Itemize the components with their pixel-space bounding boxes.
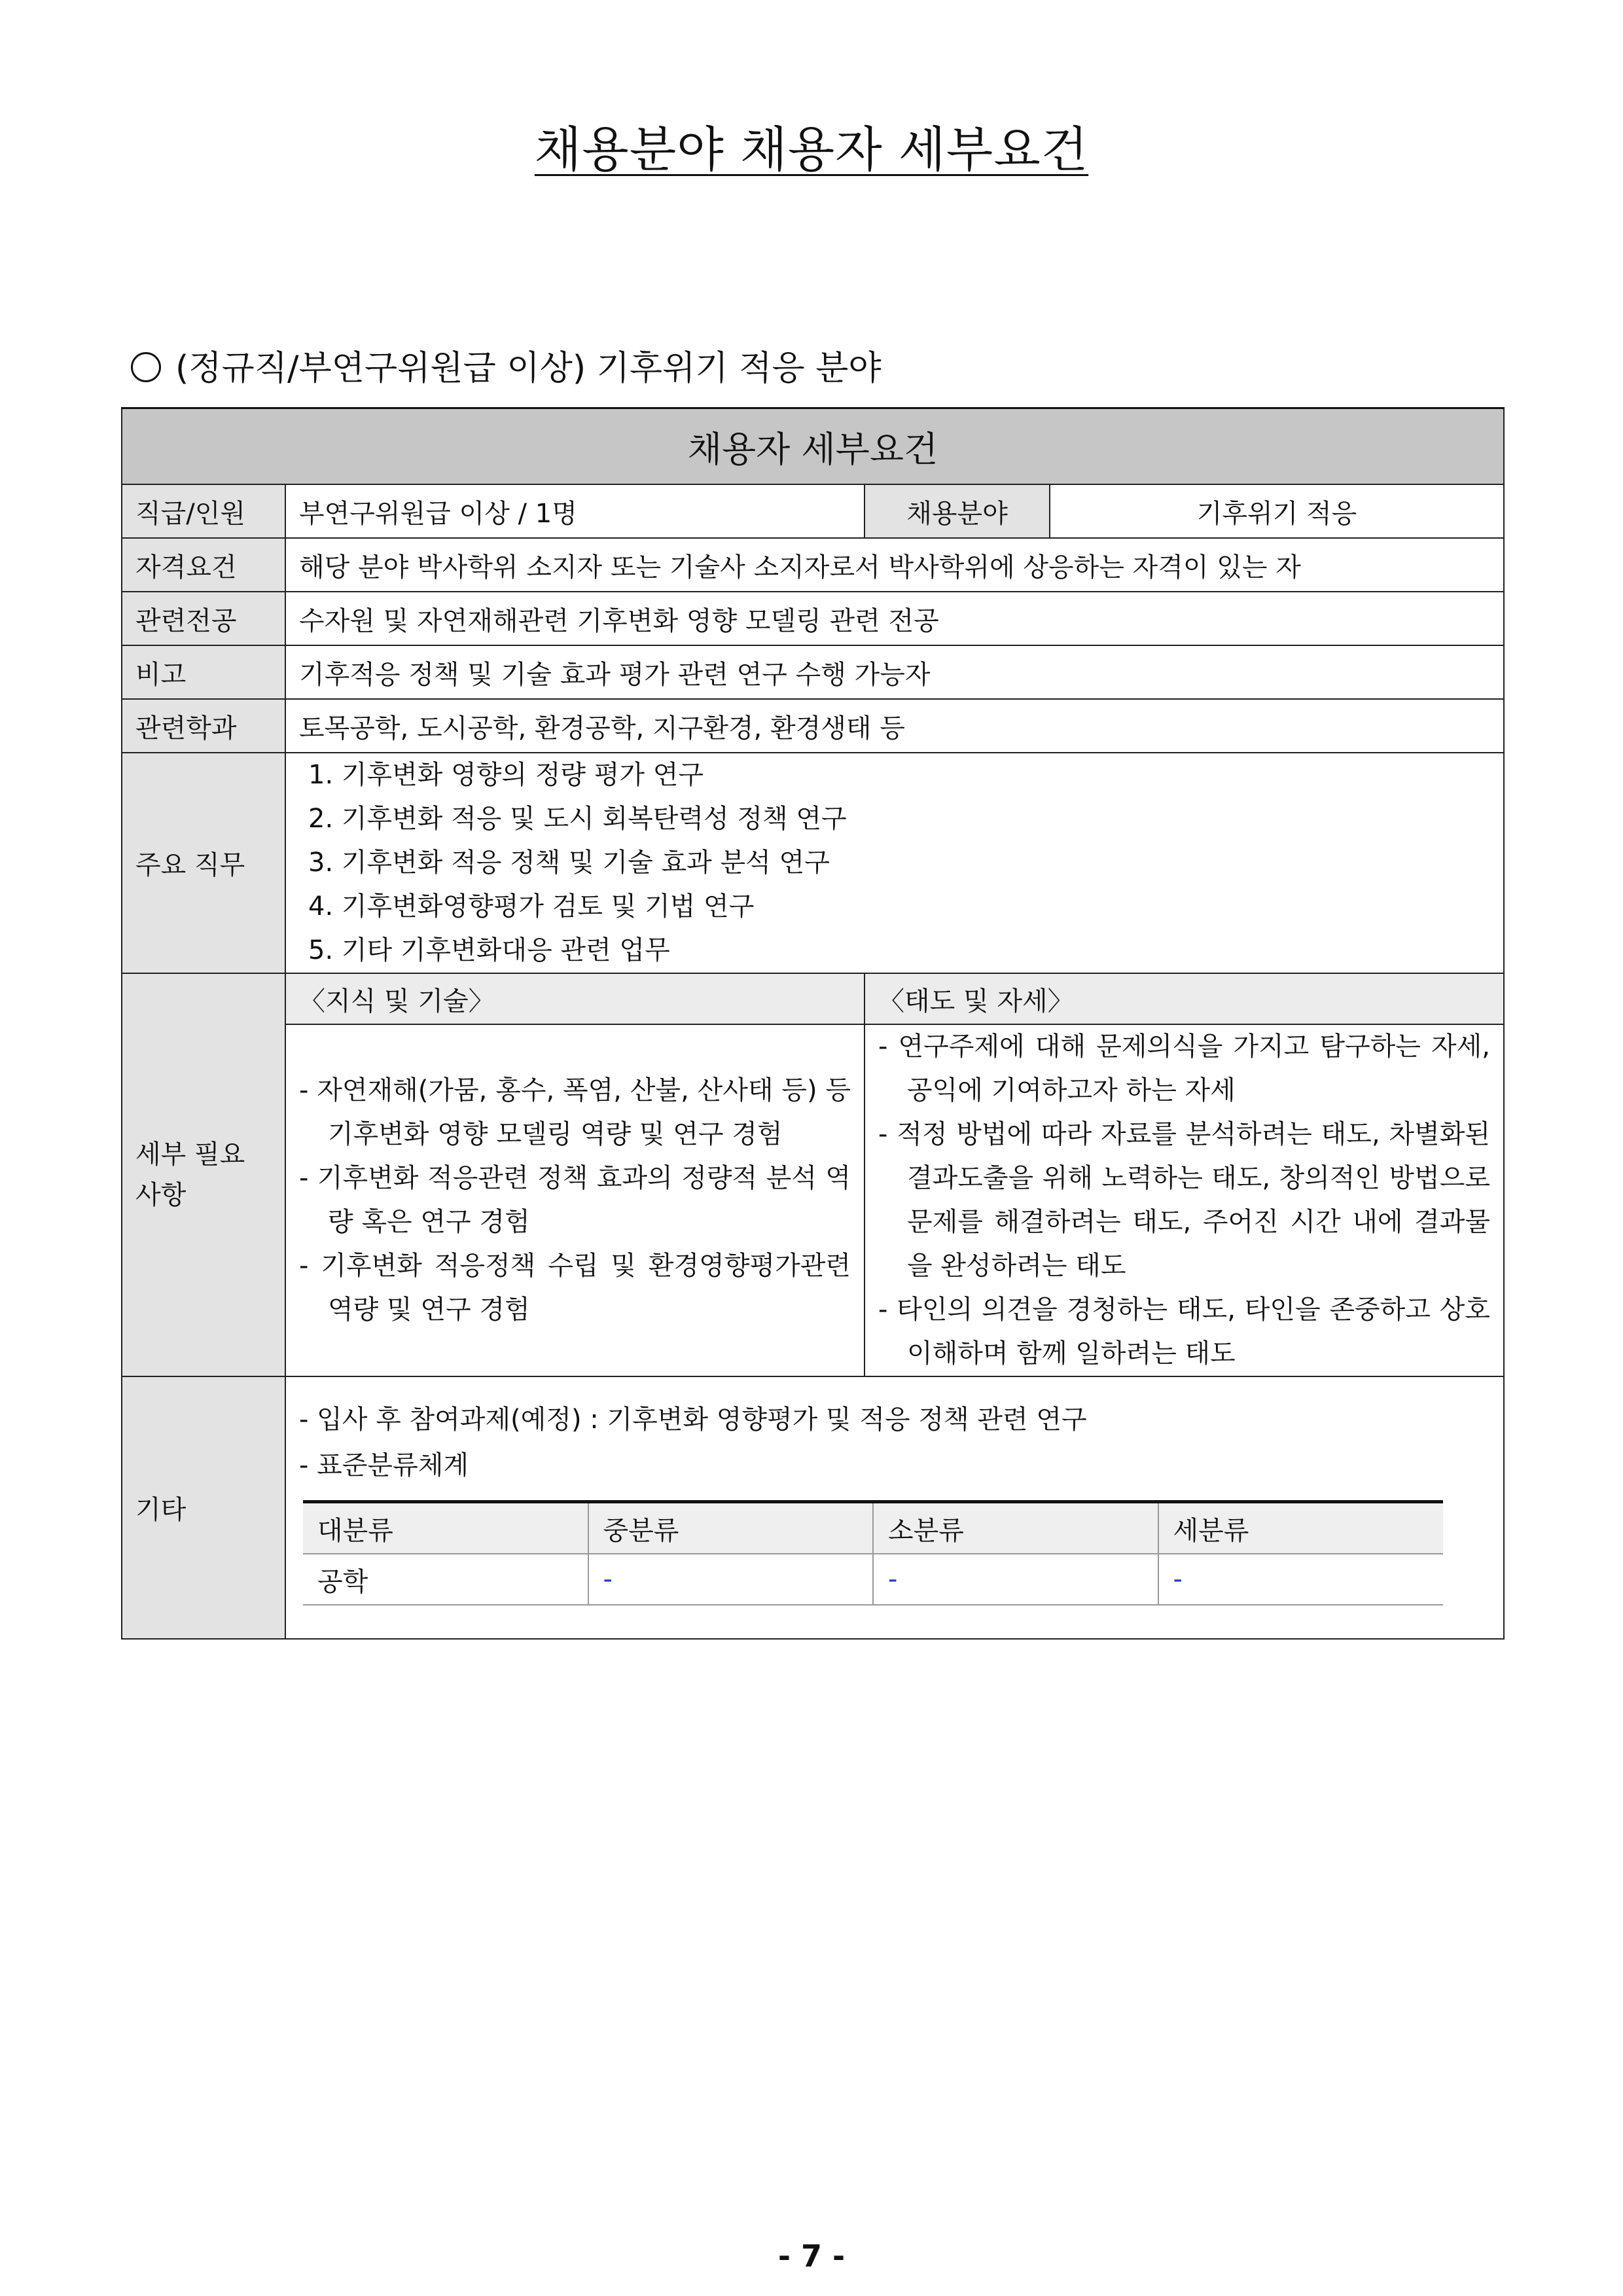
classification-cell: - (1158, 1554, 1444, 1605)
dept-label: 관련학과 (122, 699, 285, 753)
list-item: - 타인의 의견을 경청하는 태도, 타인을 존중하고 상호 이해하며 함께 일하려는 태도 (878, 1295, 1490, 1369)
knowledge-cell (285, 1024, 865, 1376)
qualification-label: 자격요건 (122, 538, 285, 592)
circle-bullet-icon (131, 352, 161, 382)
note-label: 비고 (122, 645, 285, 699)
field-label: 채용분야 (865, 484, 1050, 538)
dept-value: 토목공학, 도시공학, 환경공학, 지구환경, 환경생태 등 (285, 699, 1504, 753)
list-item: 3. 기후변화 적응 정책 및 기술 효과 분석 연구 (308, 848, 830, 878)
classification-cell: - (588, 1554, 874, 1605)
etc-line: - 표준분류체계 (299, 1450, 469, 1480)
requirements-table (121, 407, 1505, 1640)
etc-line: - 입사 후 참여과제(예정) : 기후변화 영향평가 및 적응 정책 관련 연구 (299, 1405, 1087, 1435)
table-title: 채용자 세부요건 (122, 408, 1504, 485)
note-value: 기후적응 정책 및 기술 효과 평가 관련 연구 수행 가능자 (285, 645, 1504, 699)
duties-label: 주요 직무 (122, 753, 285, 973)
field-value: 기후위기 적응 (1050, 484, 1504, 538)
classification-header: 세분류 (1158, 1502, 1444, 1554)
rank-value: 부연구위원급 이상 / 1명 (285, 484, 865, 538)
section-heading-text: (정규직/부연구위원급 이상) 기후위기 적응 분야 (175, 349, 882, 388)
list-item: - 기후변화 적응정책 수립 및 환경영향평가관련 역량 및 연구 경험 (299, 1251, 851, 1325)
list-item: 5. 기타 기후변화대응 관련 업무 (308, 935, 670, 965)
list-item: - 적정 방법에 따라 자료를 분석하려는 태도, 차별화된 결과도출을 위해 노력하는 태도, 창의적인 방법으로 문제를 해결하려는 태도, 주어진 시간 내에 결과물을 완성하려는 태도 (878, 1119, 1490, 1281)
rank-label: 직급/인원 (122, 484, 285, 538)
list-item: 1. 기후변화 영향의 정량 평가 연구 (308, 760, 704, 790)
etc-label: 기타 (122, 1376, 285, 1639)
classification-cell: 공학 (303, 1554, 588, 1605)
list-item: 4. 기후변화영향평가 검토 및 기법 연구 (308, 891, 755, 922)
list-item: 2. 기후변화 적응 및 도시 회복탄력성 정책 연구 (308, 804, 847, 834)
major-value: 수자원 및 자연재해관련 기후변화 영향 모델링 관련 전공 (285, 592, 1504, 645)
page-number: - 7 - (777, 2238, 846, 2274)
attitude-header: 〈태도 및 자세〉 (865, 973, 1504, 1024)
classification-cell: - (873, 1554, 1158, 1605)
classification-table (303, 1500, 1443, 1605)
attitude-list (878, 1025, 1490, 1376)
section-heading (131, 340, 882, 389)
list-item: - 연구주제에 대해 문제의식을 가지고 탐구하는 자세, 공익에 기여하고자 하는 자세 (878, 1031, 1490, 1105)
attitude-cell (865, 1024, 1504, 1376)
list-item: - 자연재해(가뭄, 홍수, 폭염, 산불, 산사태 등) 등 기후변화 영향 모델링 역량 및 연구 경험 (299, 1075, 851, 1149)
major-label: 관련전공 (122, 592, 285, 645)
classification-header: 소분류 (873, 1502, 1158, 1554)
classification-header: 중분류 (588, 1502, 874, 1554)
classification-header: 대분류 (303, 1502, 588, 1554)
knowledge-list (299, 1069, 851, 1332)
page-title: 채용분야 채용자 세부요건 (534, 122, 1089, 178)
knowledge-header: 〈지식 및 기술〉 (285, 973, 865, 1024)
etc-cell (285, 1376, 1504, 1639)
duties-cell (285, 753, 1504, 973)
qualification-value: 해당 분야 박사학위 소지자 또는 기술사 소지자로서 박사학위에 상응하는 자격이 있는 자 (285, 538, 1504, 592)
etc-lines (299, 1377, 1490, 1488)
details-label: 세부 필요 사항 (122, 973, 285, 1376)
duty-list (299, 753, 1490, 973)
list-item: - 기후변화 적응관련 정책 효과의 정량적 분석 역량 혹은 연구 경험 (299, 1163, 851, 1237)
